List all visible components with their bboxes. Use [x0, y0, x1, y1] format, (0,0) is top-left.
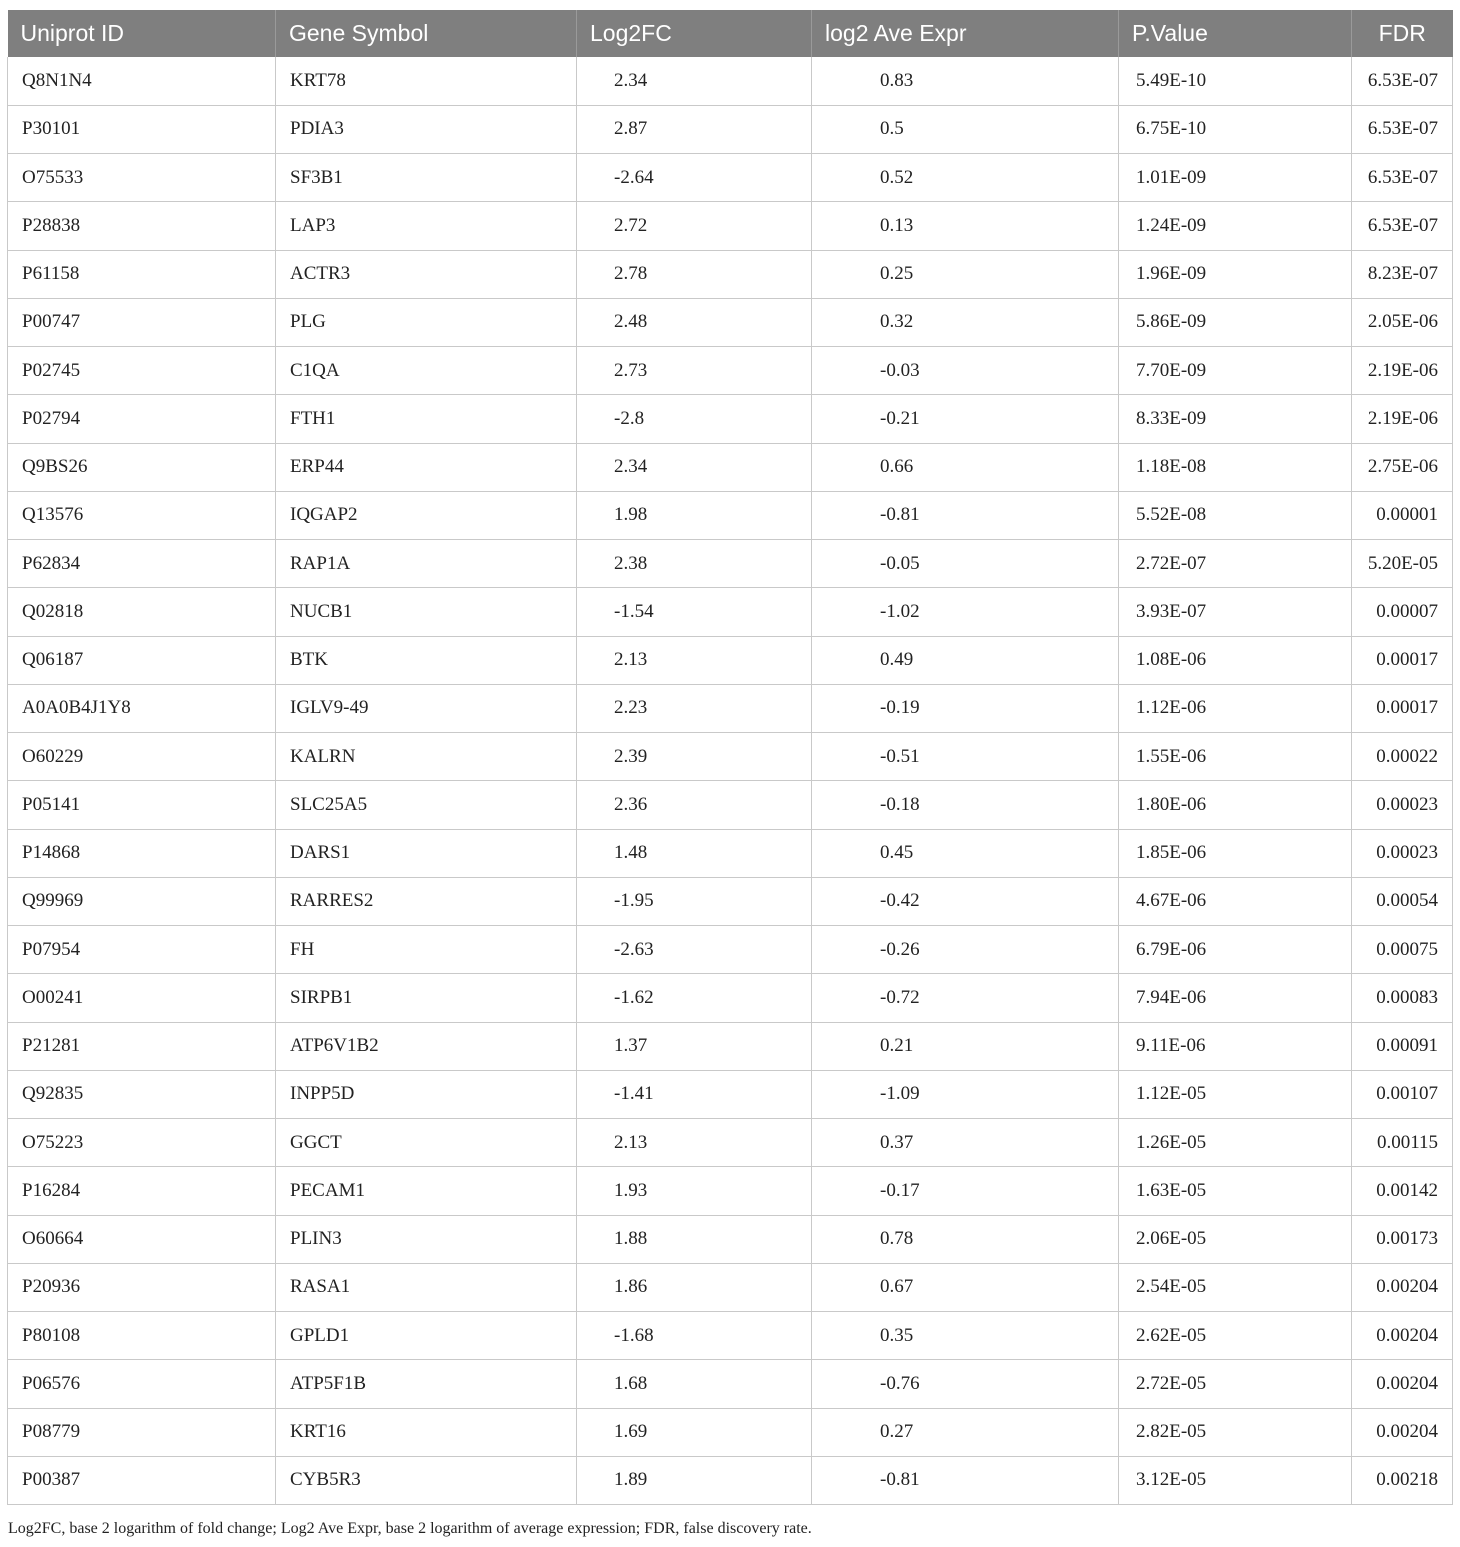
log2fc-cell: 1.93 [577, 1167, 812, 1215]
uniprot-id-cell: Q8N1N4 [8, 57, 276, 105]
log2-ave-expr-cell: -0.51 [812, 733, 1119, 781]
gene-symbol-cell: DARS1 [276, 829, 577, 877]
fdr-cell: 0.00091 [1352, 1022, 1453, 1070]
uniprot-id-cell: Q9BS26 [8, 443, 276, 491]
fdr-cell: 0.00218 [1352, 1456, 1453, 1504]
fdr-cell: 0.00023 [1352, 781, 1453, 829]
header-log2-ave-expr: log2 Ave Expr [812, 10, 1119, 57]
gene-symbol-cell: SLC25A5 [276, 781, 577, 829]
log2-ave-expr-cell: 0.37 [812, 1119, 1119, 1167]
table-row [8, 395, 1453, 443]
log2fc-cell: -1.68 [577, 1312, 812, 1360]
log2fc-cell: 2.38 [577, 540, 812, 588]
fdr-cell: 0.00017 [1352, 636, 1453, 684]
gene-symbol-cell: SIRPB1 [276, 974, 577, 1022]
fdr-cell: 2.19E-06 [1352, 347, 1453, 395]
table-row [8, 1119, 1453, 1167]
table-row [8, 202, 1453, 250]
log2-ave-expr-cell: 0.5 [812, 105, 1119, 153]
p-value-cell: 1.63E-05 [1119, 1167, 1352, 1215]
p-value-cell: 1.26E-05 [1119, 1119, 1352, 1167]
log2-ave-expr-cell: -0.21 [812, 395, 1119, 443]
uniprot-id-cell: P02745 [8, 347, 276, 395]
log2-ave-expr-cell: -0.03 [812, 347, 1119, 395]
p-value-cell: 3.12E-05 [1119, 1456, 1352, 1504]
log2fc-cell: -1.95 [577, 877, 812, 925]
uniprot-id-cell: P14868 [8, 829, 276, 877]
fdr-cell: 6.53E-07 [1352, 154, 1453, 202]
p-value-cell: 7.70E-09 [1119, 347, 1352, 395]
uniprot-id-cell: P30101 [8, 105, 276, 153]
log2-ave-expr-cell: 0.45 [812, 829, 1119, 877]
log2-ave-expr-cell: -0.42 [812, 877, 1119, 925]
table-row [8, 250, 1453, 298]
log2fc-cell: 2.34 [577, 443, 812, 491]
log2-ave-expr-cell: -0.72 [812, 974, 1119, 1022]
p-value-cell: 1.01E-09 [1119, 154, 1352, 202]
gene-symbol-cell: BTK [276, 636, 577, 684]
header-row [8, 10, 1453, 57]
fdr-cell: 6.53E-07 [1352, 105, 1453, 153]
table-row [8, 1263, 1453, 1311]
log2fc-cell: -1.54 [577, 588, 812, 636]
p-value-cell: 2.62E-05 [1119, 1312, 1352, 1360]
fdr-cell: 0.00083 [1352, 974, 1453, 1022]
log2-ave-expr-cell: 0.49 [812, 636, 1119, 684]
gene-symbol-cell: NUCB1 [276, 588, 577, 636]
p-value-cell: 2.82E-05 [1119, 1408, 1352, 1456]
log2fc-cell: 1.89 [577, 1456, 812, 1504]
header-fdr: FDR [1352, 10, 1453, 57]
p-value-cell: 3.93E-07 [1119, 588, 1352, 636]
p-value-cell: 1.12E-05 [1119, 1070, 1352, 1118]
table-row [8, 1408, 1453, 1456]
log2-ave-expr-cell: -0.18 [812, 781, 1119, 829]
gene-symbol-cell: LAP3 [276, 202, 577, 250]
log2-ave-expr-cell: -1.09 [812, 1070, 1119, 1118]
p-value-cell: 1.80E-06 [1119, 781, 1352, 829]
table-row [8, 443, 1453, 491]
table-row [8, 491, 1453, 539]
log2fc-cell: -2.64 [577, 154, 812, 202]
p-value-cell: 2.06E-05 [1119, 1215, 1352, 1263]
fdr-cell: 0.00204 [1352, 1360, 1453, 1408]
gene-symbol-cell: KRT16 [276, 1408, 577, 1456]
table-row [8, 1360, 1453, 1408]
log2fc-cell: 2.13 [577, 636, 812, 684]
gene-symbol-cell: FTH1 [276, 395, 577, 443]
p-value-cell: 2.54E-05 [1119, 1263, 1352, 1311]
gene-symbol-cell: IQGAP2 [276, 491, 577, 539]
gene-symbol-cell: ACTR3 [276, 250, 577, 298]
table-row [8, 1167, 1453, 1215]
gene-symbol-cell: KALRN [276, 733, 577, 781]
gene-symbol-cell: GGCT [276, 1119, 577, 1167]
p-value-cell: 4.67E-06 [1119, 877, 1352, 925]
gene-symbol-cell: ATP6V1B2 [276, 1022, 577, 1070]
fdr-cell: 0.00017 [1352, 684, 1453, 732]
fdr-cell: 0.00023 [1352, 829, 1453, 877]
results-table-container [7, 10, 1452, 1505]
results-table [7, 10, 1453, 1505]
fdr-cell: 0.00054 [1352, 877, 1453, 925]
p-value-cell: 1.12E-06 [1119, 684, 1352, 732]
log2-ave-expr-cell: 0.13 [812, 202, 1119, 250]
p-value-cell: 9.11E-06 [1119, 1022, 1352, 1070]
uniprot-id-cell: P28838 [8, 202, 276, 250]
p-value-cell: 6.79E-06 [1119, 926, 1352, 974]
log2fc-cell: 1.98 [577, 491, 812, 539]
log2fc-cell: 2.87 [577, 105, 812, 153]
log2fc-cell: 2.36 [577, 781, 812, 829]
uniprot-id-cell: O60229 [8, 733, 276, 781]
uniprot-id-cell: Q02818 [8, 588, 276, 636]
table-row [8, 781, 1453, 829]
log2fc-cell: -1.41 [577, 1070, 812, 1118]
p-value-cell: 5.49E-10 [1119, 57, 1352, 105]
uniprot-id-cell: P80108 [8, 1312, 276, 1360]
log2fc-cell: 1.48 [577, 829, 812, 877]
p-value-cell: 6.75E-10 [1119, 105, 1352, 153]
fdr-cell: 2.19E-06 [1352, 395, 1453, 443]
uniprot-id-cell: P02794 [8, 395, 276, 443]
log2fc-cell: 1.69 [577, 1408, 812, 1456]
log2-ave-expr-cell: -0.26 [812, 926, 1119, 974]
uniprot-id-cell: P00387 [8, 1456, 276, 1504]
p-value-cell: 1.08E-06 [1119, 636, 1352, 684]
table-row [8, 733, 1453, 781]
log2fc-cell: 1.37 [577, 1022, 812, 1070]
p-value-cell: 1.55E-06 [1119, 733, 1352, 781]
log2-ave-expr-cell: 0.27 [812, 1408, 1119, 1456]
log2-ave-expr-cell: -0.76 [812, 1360, 1119, 1408]
uniprot-id-cell: P05141 [8, 781, 276, 829]
fdr-cell: 6.53E-07 [1352, 202, 1453, 250]
p-value-cell: 1.18E-08 [1119, 443, 1352, 491]
uniprot-id-cell: P08779 [8, 1408, 276, 1456]
log2fc-cell: -2.63 [577, 926, 812, 974]
header-gene-symbol: Gene Symbol [276, 10, 577, 57]
gene-symbol-cell: SF3B1 [276, 154, 577, 202]
uniprot-id-cell: O75223 [8, 1119, 276, 1167]
p-value-cell: 8.33E-09 [1119, 395, 1352, 443]
gene-symbol-cell: FH [276, 926, 577, 974]
fdr-cell: 0.00022 [1352, 733, 1453, 781]
log2fc-cell: 2.72 [577, 202, 812, 250]
uniprot-id-cell: P06576 [8, 1360, 276, 1408]
fdr-cell: 0.00007 [1352, 588, 1453, 636]
fdr-cell: 0.00204 [1352, 1312, 1453, 1360]
gene-symbol-cell: PDIA3 [276, 105, 577, 153]
table-row [8, 298, 1453, 346]
uniprot-id-cell: P61158 [8, 250, 276, 298]
p-value-cell: 1.96E-09 [1119, 250, 1352, 298]
table-row [8, 347, 1453, 395]
gene-symbol-cell: RASA1 [276, 1263, 577, 1311]
table-row [8, 684, 1453, 732]
log2fc-cell: 2.48 [577, 298, 812, 346]
log2-ave-expr-cell: 0.52 [812, 154, 1119, 202]
log2-ave-expr-cell: 0.83 [812, 57, 1119, 105]
table-row [8, 926, 1453, 974]
gene-symbol-cell: ATP5F1B [276, 1360, 577, 1408]
log2fc-cell: 2.13 [577, 1119, 812, 1167]
gene-symbol-cell: INPP5D [276, 1070, 577, 1118]
log2fc-cell: 2.23 [577, 684, 812, 732]
fdr-cell: 2.75E-06 [1352, 443, 1453, 491]
uniprot-id-cell: O75533 [8, 154, 276, 202]
uniprot-id-cell: P20936 [8, 1263, 276, 1311]
fdr-cell: 0.00204 [1352, 1263, 1453, 1311]
p-value-cell: 2.72E-07 [1119, 540, 1352, 588]
table-row [8, 636, 1453, 684]
fdr-cell: 2.05E-06 [1352, 298, 1453, 346]
fdr-cell: 0.00142 [1352, 1167, 1453, 1215]
log2-ave-expr-cell: 0.35 [812, 1312, 1119, 1360]
fdr-cell: 5.20E-05 [1352, 540, 1453, 588]
fdr-cell: 0.00173 [1352, 1215, 1453, 1263]
header-log2fc: Log2FC [577, 10, 812, 57]
table-row [8, 540, 1453, 588]
uniprot-id-cell: P21281 [8, 1022, 276, 1070]
gene-symbol-cell: C1QA [276, 347, 577, 395]
uniprot-id-cell: P62834 [8, 540, 276, 588]
fdr-cell: 0.00204 [1352, 1408, 1453, 1456]
p-value-cell: 1.85E-06 [1119, 829, 1352, 877]
header-uniprot-id: Uniprot ID [8, 10, 276, 57]
log2-ave-expr-cell: 0.21 [812, 1022, 1119, 1070]
gene-symbol-cell: RARRES2 [276, 877, 577, 925]
table-body [8, 57, 1453, 1505]
log2-ave-expr-cell: -0.17 [812, 1167, 1119, 1215]
log2-ave-expr-cell: -0.19 [812, 684, 1119, 732]
fdr-cell: 0.00115 [1352, 1119, 1453, 1167]
gene-symbol-cell: KRT78 [276, 57, 577, 105]
uniprot-id-cell: A0A0B4J1Y8 [8, 684, 276, 732]
gene-symbol-cell: GPLD1 [276, 1312, 577, 1360]
table-row [8, 1312, 1453, 1360]
log2-ave-expr-cell: -1.02 [812, 588, 1119, 636]
log2fc-cell: 2.34 [577, 57, 812, 105]
table-row [8, 877, 1453, 925]
table-row [8, 105, 1453, 153]
log2fc-cell: -1.62 [577, 974, 812, 1022]
log2-ave-expr-cell: 0.32 [812, 298, 1119, 346]
fdr-cell: 8.23E-07 [1352, 250, 1453, 298]
log2-ave-expr-cell: 0.25 [812, 250, 1119, 298]
log2fc-cell: 2.39 [577, 733, 812, 781]
log2-ave-expr-cell: -0.81 [812, 1456, 1119, 1504]
p-value-cell: 7.94E-06 [1119, 974, 1352, 1022]
p-value-cell: 2.72E-05 [1119, 1360, 1352, 1408]
log2fc-cell: 2.73 [577, 347, 812, 395]
table-header [8, 10, 1453, 57]
uniprot-id-cell: Q13576 [8, 491, 276, 539]
log2-ave-expr-cell: -0.81 [812, 491, 1119, 539]
table-row [8, 1215, 1453, 1263]
table-row [8, 57, 1453, 105]
log2fc-cell: 2.78 [577, 250, 812, 298]
uniprot-id-cell: P07954 [8, 926, 276, 974]
p-value-cell: 5.52E-08 [1119, 491, 1352, 539]
uniprot-id-cell: Q92835 [8, 1070, 276, 1118]
table-row [8, 829, 1453, 877]
table-row [8, 1022, 1453, 1070]
gene-symbol-cell: CYB5R3 [276, 1456, 577, 1504]
gene-symbol-cell: PLIN3 [276, 1215, 577, 1263]
log2-ave-expr-cell: -0.05 [812, 540, 1119, 588]
table-row [8, 154, 1453, 202]
gene-symbol-cell: ERP44 [276, 443, 577, 491]
table-row [8, 1456, 1453, 1504]
p-value-cell: 1.24E-09 [1119, 202, 1352, 250]
p-value-cell: 5.86E-09 [1119, 298, 1352, 346]
fdr-cell: 0.00001 [1352, 491, 1453, 539]
log2fc-cell: -2.8 [577, 395, 812, 443]
gene-symbol-cell: RAP1A [276, 540, 577, 588]
table-footnote: Log2FC, base 2 logarithm of fold change; Log2 Ave Expr, base 2 logarithm of average expression; FDR, false discovery rate. [8, 1520, 812, 1537]
log2-ave-expr-cell: 0.78 [812, 1215, 1119, 1263]
log2fc-cell: 1.86 [577, 1263, 812, 1311]
table-row [8, 1070, 1453, 1118]
uniprot-id-cell: O60664 [8, 1215, 276, 1263]
uniprot-id-cell: Q06187 [8, 636, 276, 684]
uniprot-id-cell: O00241 [8, 974, 276, 1022]
fdr-cell: 0.00107 [1352, 1070, 1453, 1118]
log2fc-cell: 1.88 [577, 1215, 812, 1263]
gene-symbol-cell: PLG [276, 298, 577, 346]
log2-ave-expr-cell: 0.66 [812, 443, 1119, 491]
log2-ave-expr-cell: 0.67 [812, 1263, 1119, 1311]
table-row [8, 974, 1453, 1022]
gene-symbol-cell: PECAM1 [276, 1167, 577, 1215]
uniprot-id-cell: P00747 [8, 298, 276, 346]
table-row [8, 588, 1453, 636]
uniprot-id-cell: P16284 [8, 1167, 276, 1215]
log2fc-cell: 1.68 [577, 1360, 812, 1408]
gene-symbol-cell: IGLV9-49 [276, 684, 577, 732]
fdr-cell: 0.00075 [1352, 926, 1453, 974]
header-p-value: P.Value [1119, 10, 1352, 57]
uniprot-id-cell: Q99969 [8, 877, 276, 925]
fdr-cell: 6.53E-07 [1352, 57, 1453, 105]
